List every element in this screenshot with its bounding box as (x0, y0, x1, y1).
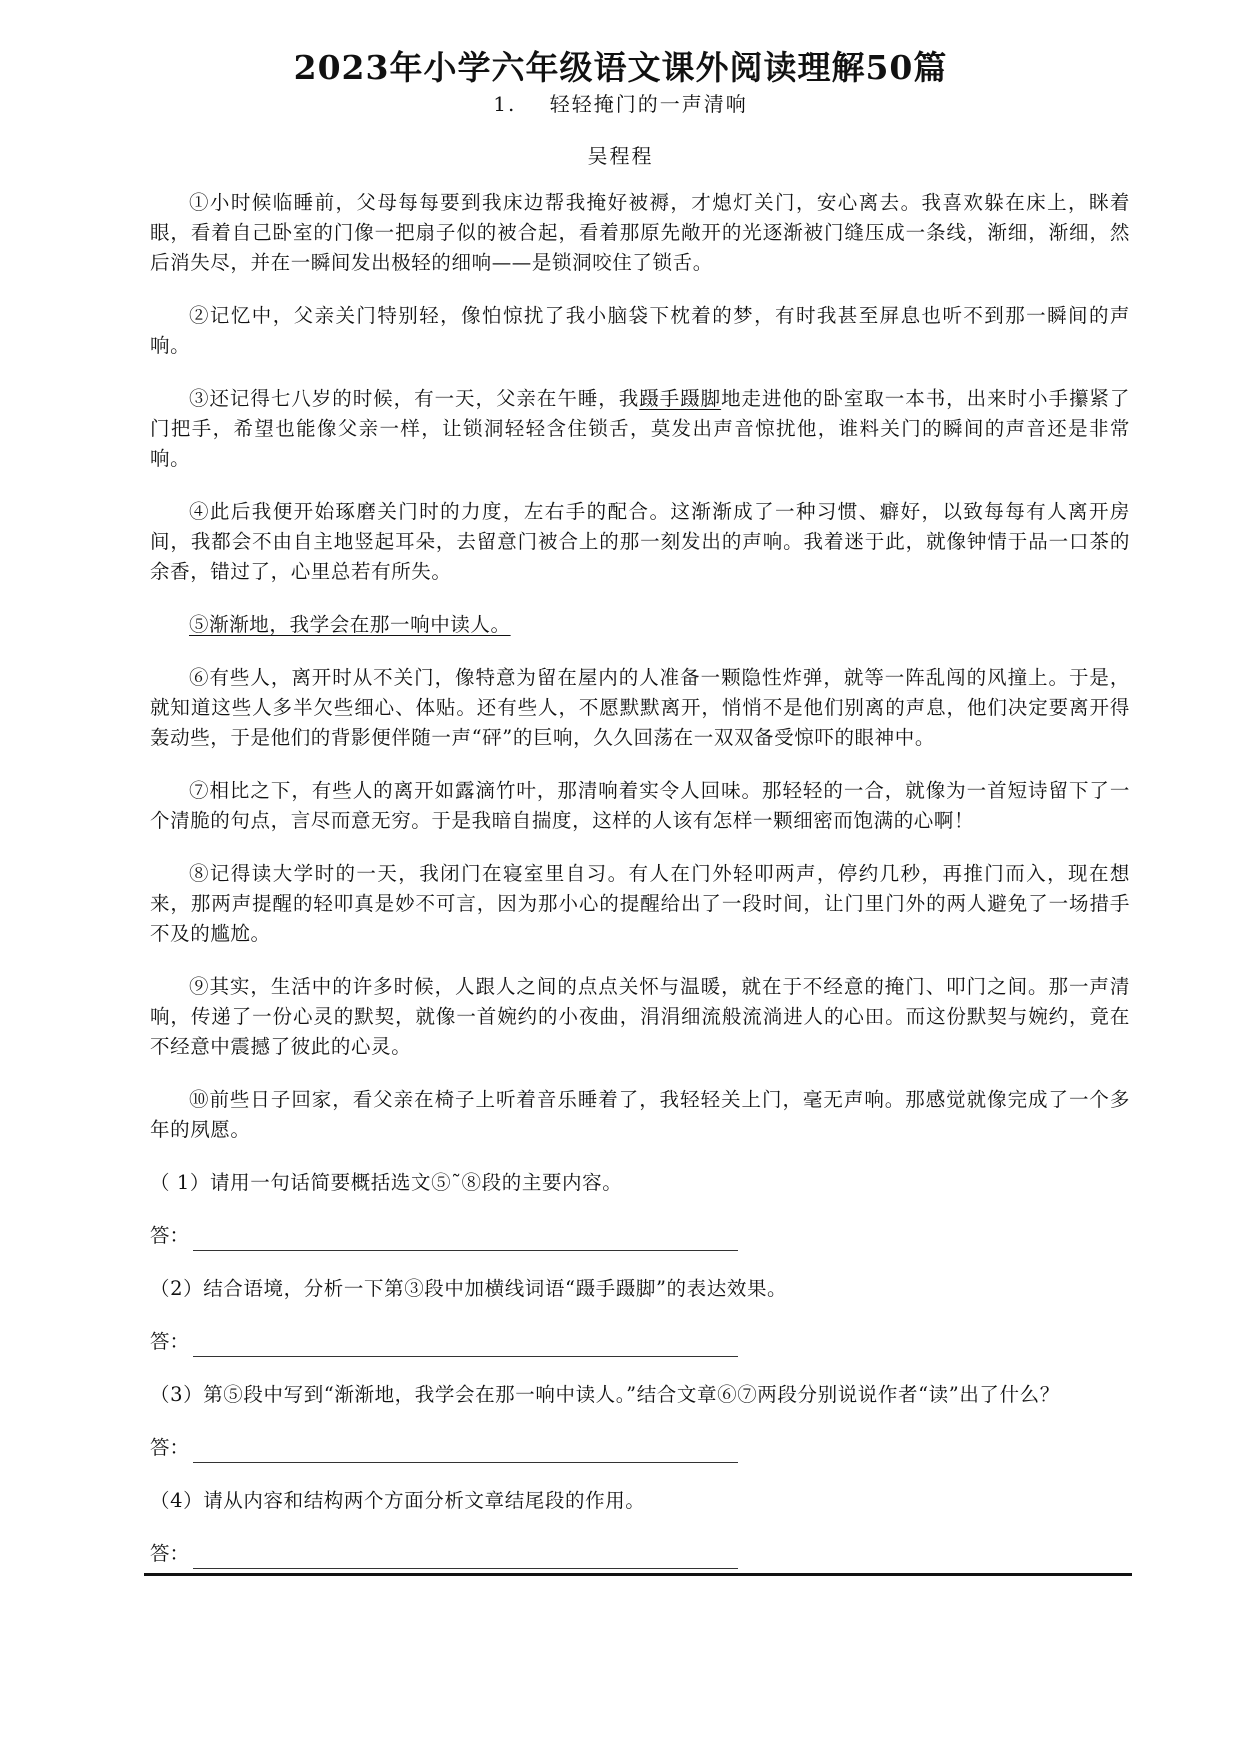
bottom-divider (144, 1573, 1132, 1576)
article-title: 轻轻掩门的一声清响 (549, 92, 748, 116)
question-3: （3）第⑤段中写到“渐渐地，我学会在那一响中读人。”结合文章⑥⑦两段分别说说作者“读”出了什么？ (150, 1383, 1060, 1406)
paragraph-3-end: 地走进他的卧室取一本书，出来时小手攥紧了门把手，希望也能像父亲一样，让锁洞轻轻含住锁舌，莫发出声音惊扰他，谁料关门的瞬间的声音还是非常响。 (150, 387, 1130, 470)
paragraph-3-start: ③还记得七八岁的时候，有一天，父亲在午睡，我 (189, 387, 640, 410)
article-heading (0, 88, 1241, 117)
article-body (150, 188, 1130, 1592)
article-number: 1. (493, 92, 517, 116)
question-1: （ 1）请用一句话简要概括选文⑤˜⑧段的主要内容。 (150, 1171, 623, 1194)
answer-line[interactable] (193, 1334, 738, 1357)
answer-1[interactable] (150, 1221, 1130, 1251)
paragraph-9: ⑨其实，生活中的许多时候，人跟人之间的点点关怀与温暖，就在于不经意的掩门、叩门之间。那一声清响，传递了一份心灵的默契，就像一首婉约的小夜曲，涓涓细流般流淌进人的心田。而这份默契与婉约，竟在不经意中震撼了彼此的心灵。 (150, 975, 1130, 1058)
answer-label: 答： (150, 1542, 190, 1565)
answer-line[interactable] (193, 1440, 738, 1463)
answer-label: 答： (150, 1436, 190, 1459)
answer-label: 答： (150, 1330, 190, 1353)
document-title: 2023年小学六年级语文课外阅读理解50篇 (293, 48, 948, 87)
paragraph-5 (150, 610, 1130, 640)
underlined-sentence: ⑤渐渐地，我学会在那一响中读人。 (189, 613, 511, 636)
author-name: 吴程程 (587, 144, 654, 168)
paragraph-4: ④此后我便开始琢磨关门时的力度，左右手的配合。这渐渐成了一种习惯、癖好，以致每每有人离开房间，我都会不由自主地竖起耳朵，去留意门被合上的那一刻发出的声响。我着迷于此，就像钟情于品一口茶的余香，错过了，心里总若有所失。 (150, 500, 1130, 583)
paragraph-10: ⑩前些日子回家，看父亲在椅子上听着音乐睡着了，我轻轻关上门，毫无声响。那感觉就像完成了一个多年的夙愿。 (150, 1088, 1130, 1141)
answer-2[interactable] (150, 1327, 1130, 1357)
answer-line[interactable] (193, 1228, 738, 1251)
paragraph-3 (150, 384, 1130, 474)
answer-4[interactable] (150, 1539, 1130, 1569)
underlined-word: 蹑手蹑脚 (639, 387, 722, 410)
paragraph-1: ①小时候临睡前，父母每每要到我床边帮我掩好被褥，才熄灯关门，安心离去。我喜欢躲在床上，眯着眼，看着自己卧室的门像一把扇子似的被合起，看着那原先敞开的光逐渐被门缝压成一条线，渐细，渐细，然后消失尽，并在一瞬间发出极轻的细响——是锁洞咬住了锁舌。 (150, 191, 1130, 274)
question-4: （4）请从内容和结构两个方面分析文章结尾段的作用。 (150, 1489, 646, 1512)
paragraph-8: ⑧记得读大学时的一天，我闭门在寝室里自习。有人在门外轻叩两声，停约几秒，再推门而入，现在想来，那两声提醒的轻叩真是妙不可言，因为那小心的提醒给出了一段时间，让门里门外的两人避免了一场措手不及的尴尬。 (150, 862, 1130, 945)
questions-section (150, 1168, 1130, 1569)
paragraph-2: ②记忆中，父亲关门特别轻，像怕惊扰了我小脑袋下枕着的梦，有时我甚至屏息也听不到那一瞬间的声响。 (150, 304, 1130, 357)
question-2: （2）结合语境，分析一下第③段中加横线词语“蹑手蹑脚”的表达效果。 (150, 1277, 788, 1300)
answer-3[interactable] (150, 1433, 1130, 1463)
paragraph-7: ⑦相比之下，有些人的离开如露滴竹叶，那清响着实令人回味。那轻轻的一合，就像为一首短诗留下了一个清脆的句点，言尽而意无穷。于是我暗自揣度，这样的人该有怎样一颗细密而饱满的心啊！ (150, 779, 1130, 832)
paragraph-6: ⑥有些人，离开时从不关门，像特意为留在屋内的人准备一颗隐性炸弹，就等一阵乱闯的风撞上。于是，就知道这些人多半欠些细心、体贴。还有些人，不愿默默离开，悄悄不是他们别离的声息，他们决定要离开得轰动些，于是他们的背影便伴随一声“砰”的巨响，久久回荡在一双双备受惊吓的眼神中。 (150, 666, 1130, 749)
answer-line[interactable] (193, 1546, 738, 1569)
answer-label: 答： (150, 1224, 190, 1247)
